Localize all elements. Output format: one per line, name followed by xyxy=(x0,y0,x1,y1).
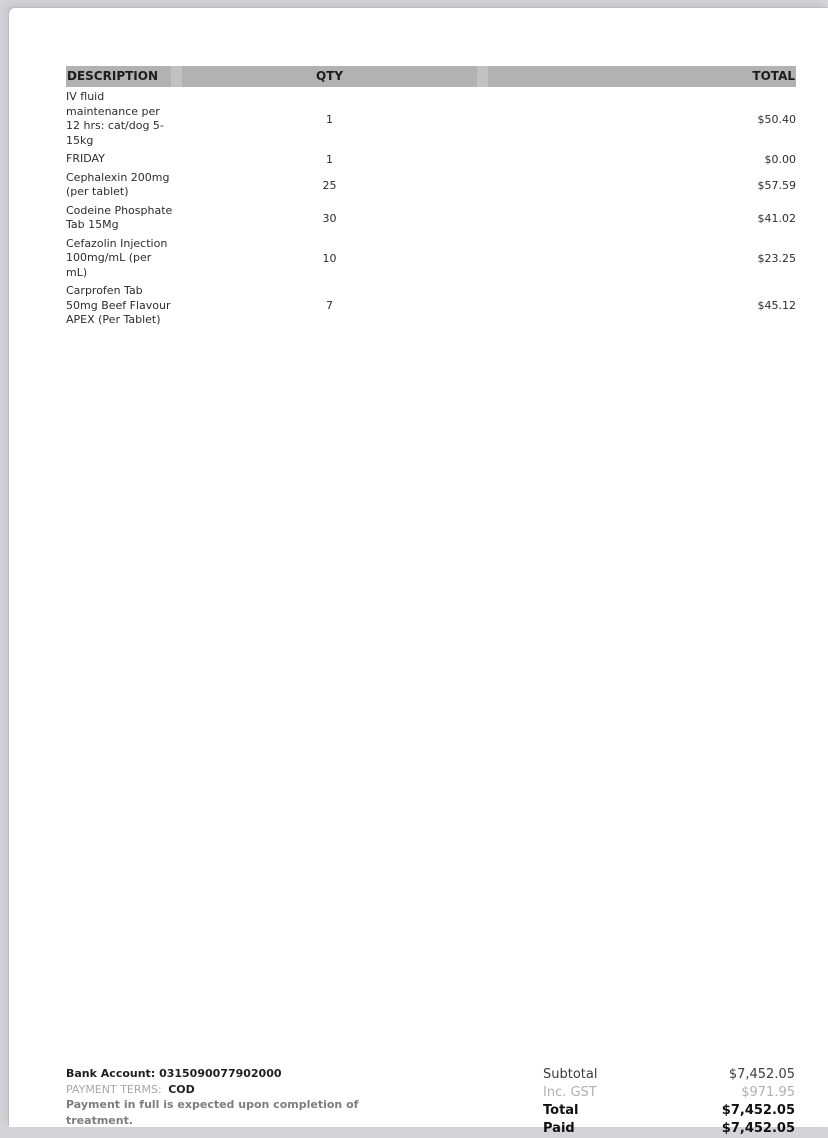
summary-row-subtotal xyxy=(543,1066,795,1084)
item-qty: 25 xyxy=(322,178,337,192)
item-description: Cefazolin Injection 100mg/mL (per mL) xyxy=(66,236,168,279)
table-row xyxy=(66,169,796,202)
totals-summary xyxy=(543,1066,795,1138)
column-header-total: TOTAL xyxy=(488,66,796,87)
payment-terms-line xyxy=(66,1082,366,1098)
table-row xyxy=(66,235,796,283)
line-items-table xyxy=(66,66,796,330)
summary-row-total xyxy=(543,1102,795,1120)
table-row xyxy=(66,88,796,150)
subtotal-value: $7,452.05 xyxy=(728,1067,795,1082)
item-description: Codeine Phosphate Tab 15Mg xyxy=(66,203,173,231)
item-description: Cephalexin 200mg (per tablet) xyxy=(66,170,170,198)
table-body xyxy=(66,88,796,330)
bank-account-number: 0315090077902000 xyxy=(159,1067,282,1080)
column-header-description: DESCRIPTION xyxy=(66,66,171,87)
gst-value: $971.95 xyxy=(741,1085,795,1100)
item-total: $41.02 xyxy=(757,211,796,225)
table-header-row xyxy=(66,66,796,87)
bank-account-label: Bank Account: xyxy=(66,1067,156,1080)
table-row xyxy=(66,150,796,169)
item-total: $50.40 xyxy=(757,112,796,126)
invoice-page xyxy=(9,8,828,1136)
item-total: $0.00 xyxy=(764,152,796,166)
column-header-qty: QTY xyxy=(182,66,477,87)
item-total: $23.25 xyxy=(757,251,796,265)
paid-value: $7,452.05 xyxy=(721,1121,795,1136)
header-gap xyxy=(171,66,182,87)
item-total: $57.59 xyxy=(757,178,796,192)
total-value: $7,452.05 xyxy=(721,1103,795,1118)
payment-info-block xyxy=(66,1066,366,1128)
summary-row-gst xyxy=(543,1084,795,1102)
payment-note: Payment in full is expected upon completion of treatment. xyxy=(66,1098,359,1127)
table-row xyxy=(66,282,796,330)
item-qty: 1 xyxy=(326,112,333,126)
header-gap xyxy=(477,66,488,87)
subtotal-label: Subtotal xyxy=(543,1067,598,1082)
bank-account-line xyxy=(66,1066,366,1082)
item-qty: 10 xyxy=(322,251,337,265)
gst-label: Inc. GST xyxy=(543,1085,597,1100)
item-qty: 1 xyxy=(326,152,333,166)
payment-terms-value: COD xyxy=(168,1082,195,1096)
total-label: Total xyxy=(543,1103,579,1118)
item-description: Carprofen Tab 50mg Beef Flavour APEX (Per Tablet) xyxy=(66,284,171,326)
item-description: IV fluid maintenance per 12 hrs: cat/dog 5-15kg xyxy=(66,90,164,147)
item-total: $45.12 xyxy=(757,299,796,313)
payment-terms-label: PAYMENT TERMS: xyxy=(66,1082,162,1096)
item-description: FRIDAY xyxy=(66,152,105,165)
item-qty: 30 xyxy=(322,211,337,225)
paid-label: Paid xyxy=(543,1121,575,1136)
table-row xyxy=(66,202,796,235)
item-qty: 7 xyxy=(326,299,333,313)
summary-row-paid xyxy=(543,1120,795,1138)
